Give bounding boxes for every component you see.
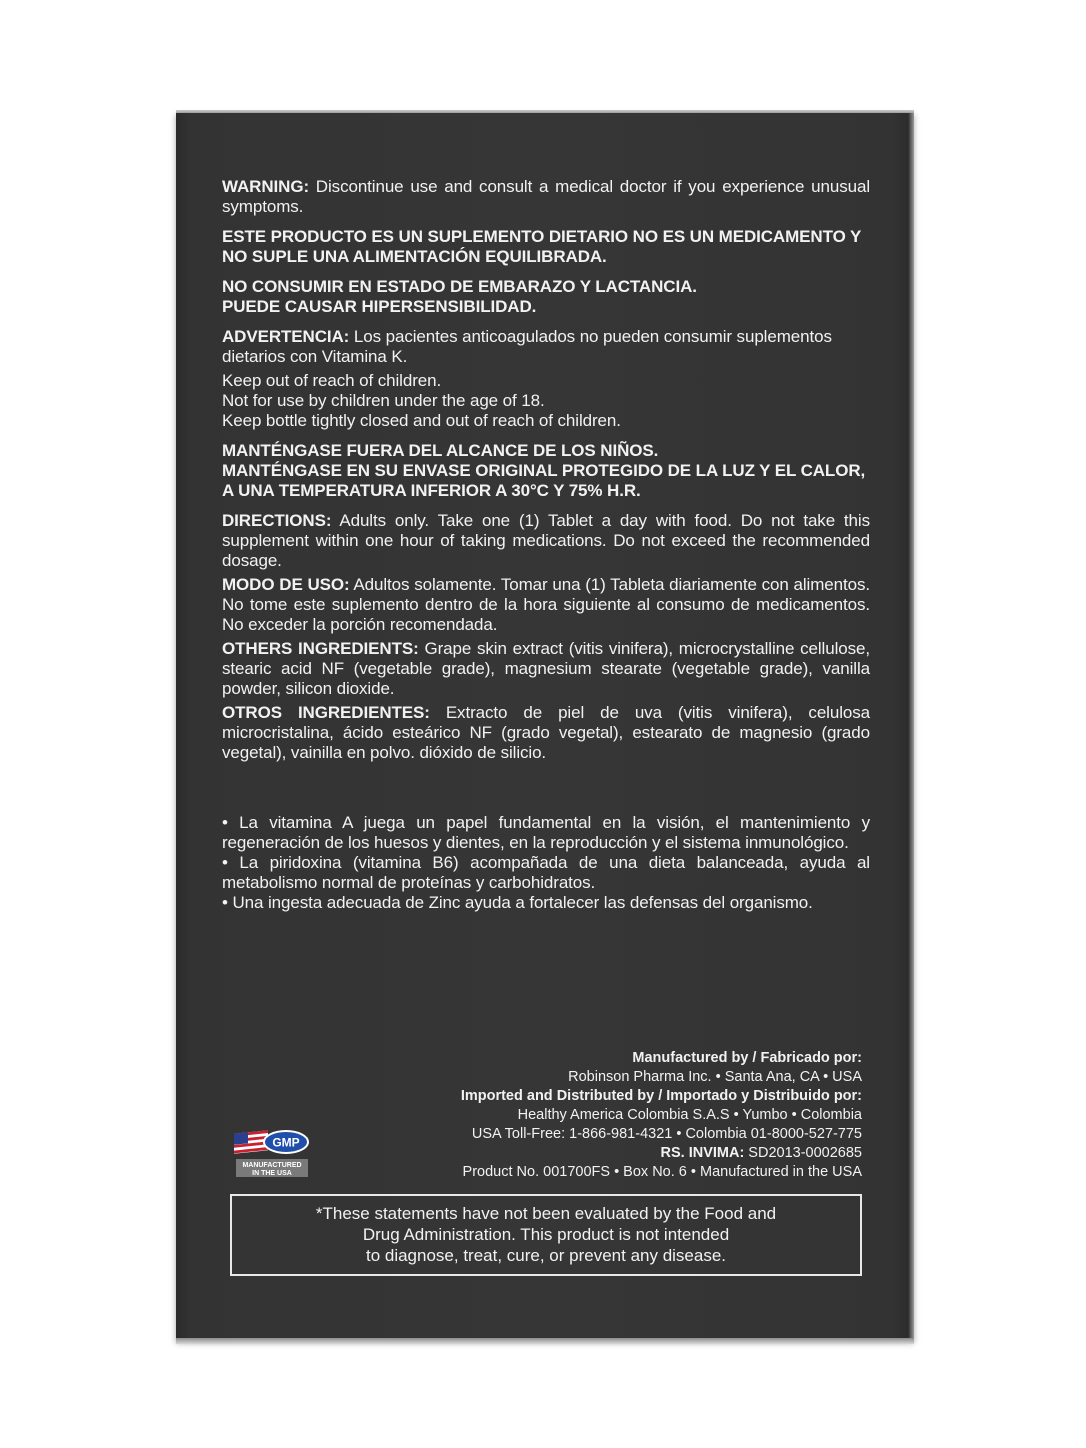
otros-ingredientes-paragraph <box>222 703 870 763</box>
manufactured-text: MANUFACTURED <box>242 1162 302 1169</box>
importer-name: Healthy America Colombia S.A.S • Yumbo • Colombia <box>517 1107 862 1123</box>
mantengase-paragraph <box>222 441 870 501</box>
spanish-notice-2-line2: PUEDE CAUSAR HIPERSENSIBILIDAD. <box>222 297 537 316</box>
directions-paragraph <box>222 511 870 571</box>
invima-registration <box>461 1144 862 1163</box>
gmp-text: GMP <box>272 1135 300 1150</box>
box-right-edge <box>908 113 914 1341</box>
spanish-notice-1-line2: NO SUPLE UNA ALIMENTACIÓN EQUILIBRADA. <box>222 247 607 266</box>
keep-out-line3: Keep bottle tightly closed and out of reach of children. <box>222 411 621 430</box>
others-ingredients-paragraph <box>222 639 870 699</box>
claims-bullet-list <box>222 813 870 913</box>
directions-text: Adults only. Take one (1) Tablet a day with food. Do not take this supplement within one hour of taking medications. Do not exceed the recommended dosage. <box>222 511 870 570</box>
warning-label: WARNING: <box>222 177 310 196</box>
label-text-panel <box>222 177 870 913</box>
warning-text: Discontinue use and consult a medical doctor if you experience unusual symptoms. <box>222 177 870 216</box>
keep-out-line2: Not for use by children under the age of 18. <box>222 391 545 410</box>
invima-value: SD2013-0002685 <box>744 1145 862 1161</box>
manufacturer-name: Robinson Pharma Inc. • Santa Ana, CA • USA <box>568 1069 862 1085</box>
others-ingredients-label: OTHERS INGREDIENTS: <box>222 639 419 658</box>
mantengase-line3: A UNA TEMPERATURA INFERIOR A 30°C Y 75% H.R. <box>222 481 641 500</box>
disclaimer-line2: Drug Administration. This product is not intended <box>362 1225 730 1244</box>
mantengase-line1: MANTÉNGASE FUERA DEL ALCANCE DE LOS NIÑOS. <box>222 441 659 460</box>
directions-label: DIRECTIONS: <box>222 511 332 530</box>
in-the-usa-text: IN THE USA <box>252 1170 292 1177</box>
spanish-notice-2-line1: NO CONSUMIR EN ESTADO DE EMBARAZO Y LACTANCIA. <box>222 277 697 296</box>
manufacturer-block <box>461 1049 862 1182</box>
imported-by-label: Imported and Distributed by / Importado y Distribuido por: <box>460 1088 862 1104</box>
mantengase-line2: MANTÉNGASE EN SU ENVASE ORIGINAL PROTEGIDO DE LA LUZ Y EL CALOR, <box>222 461 866 480</box>
spanish-notice-1-line1: ESTE PRODUCTO ES UN SUPLEMENTO DIETARIO NO ES UN MEDICAMENTO Y <box>222 227 862 246</box>
advertencia-text: Los pacientes anticoagulados no pueden consumir suplementos dietarios con Vitamina K. <box>222 327 832 366</box>
spanish-notice-1 <box>222 227 870 267</box>
warning-paragraph <box>222 177 870 217</box>
invima-label: RS. INVIMA: <box>660 1145 745 1161</box>
keep-out-line1: Keep out of reach of children. <box>222 371 442 390</box>
disclaimer-line1: *These statements have not been evaluated by the Food and <box>315 1204 777 1223</box>
us-flag-gmp-seal-icon <box>232 1128 312 1180</box>
modo-de-uso-label: MODO DE USO: <box>222 575 350 594</box>
keep-out-paragraph <box>222 371 870 431</box>
spanish-notice-2 <box>222 277 870 317</box>
box-bottom-edge <box>176 1338 914 1344</box>
advertencia-label: ADVERTENCIA: <box>222 327 350 346</box>
disclaimer-line3: to diagnose, treat, cure, or prevent any disease. <box>365 1246 727 1265</box>
product-number-line: Product No. 001700FS • Box No. 6 • Manufactured in the USA <box>462 1164 862 1180</box>
bullet-pyridoxine: • La piridoxina (vitamina B6) acompañada de una dieta balanceada, ayuda al metabolismo normal de proteínas y carbohidratos. <box>222 853 870 892</box>
bullet-zinc: • Una ingesta adecuada de Zinc ayuda a fortalecer las defensas del organismo. <box>222 893 813 912</box>
modo-de-uso-text: Adultos solamente. Tomar una (1) Tableta diariamente con alimentos. No tome este suplemento dentro de la hora siguiente al consumo de medicamentos. No exceder la porción recomendada. <box>222 575 870 634</box>
advertencia-paragraph <box>222 327 870 367</box>
others-ingredients-text: Grape skin extract (vitis vinifera), microcrystalline cellulose, stearic acid NF (vegetable grade), magnesium stearate (vegetable grade), vanilla powder, silicon dioxide. <box>222 639 870 698</box>
modo-de-uso-paragraph <box>222 575 870 635</box>
otros-ingredientes-label: OTROS INGREDIENTES: <box>222 703 430 722</box>
bullet-vitamin-a: • La vitamina A juega un papel fundamental en la visión, el mantenimiento y regeneración de los huesos y dientes, en la reproducción y el sistema inmunológico. <box>222 813 870 852</box>
manufactured-by-label: Manufactured by / Fabricado por: <box>632 1050 862 1066</box>
fda-disclaimer-box <box>230 1194 862 1276</box>
phone-numbers: USA Toll-Free: 1-866-981-4321 • Colombia 01-8000-527-775 <box>471 1126 862 1142</box>
otros-ingredientes-text: Extracto de piel de uva (vitis vinifera), celulosa microcristalina, ácido esteárico NF (grado vegetal), estearato de magnesio (grado vegetal), vainilla en polvo. dióxido de silicio. <box>222 703 871 762</box>
